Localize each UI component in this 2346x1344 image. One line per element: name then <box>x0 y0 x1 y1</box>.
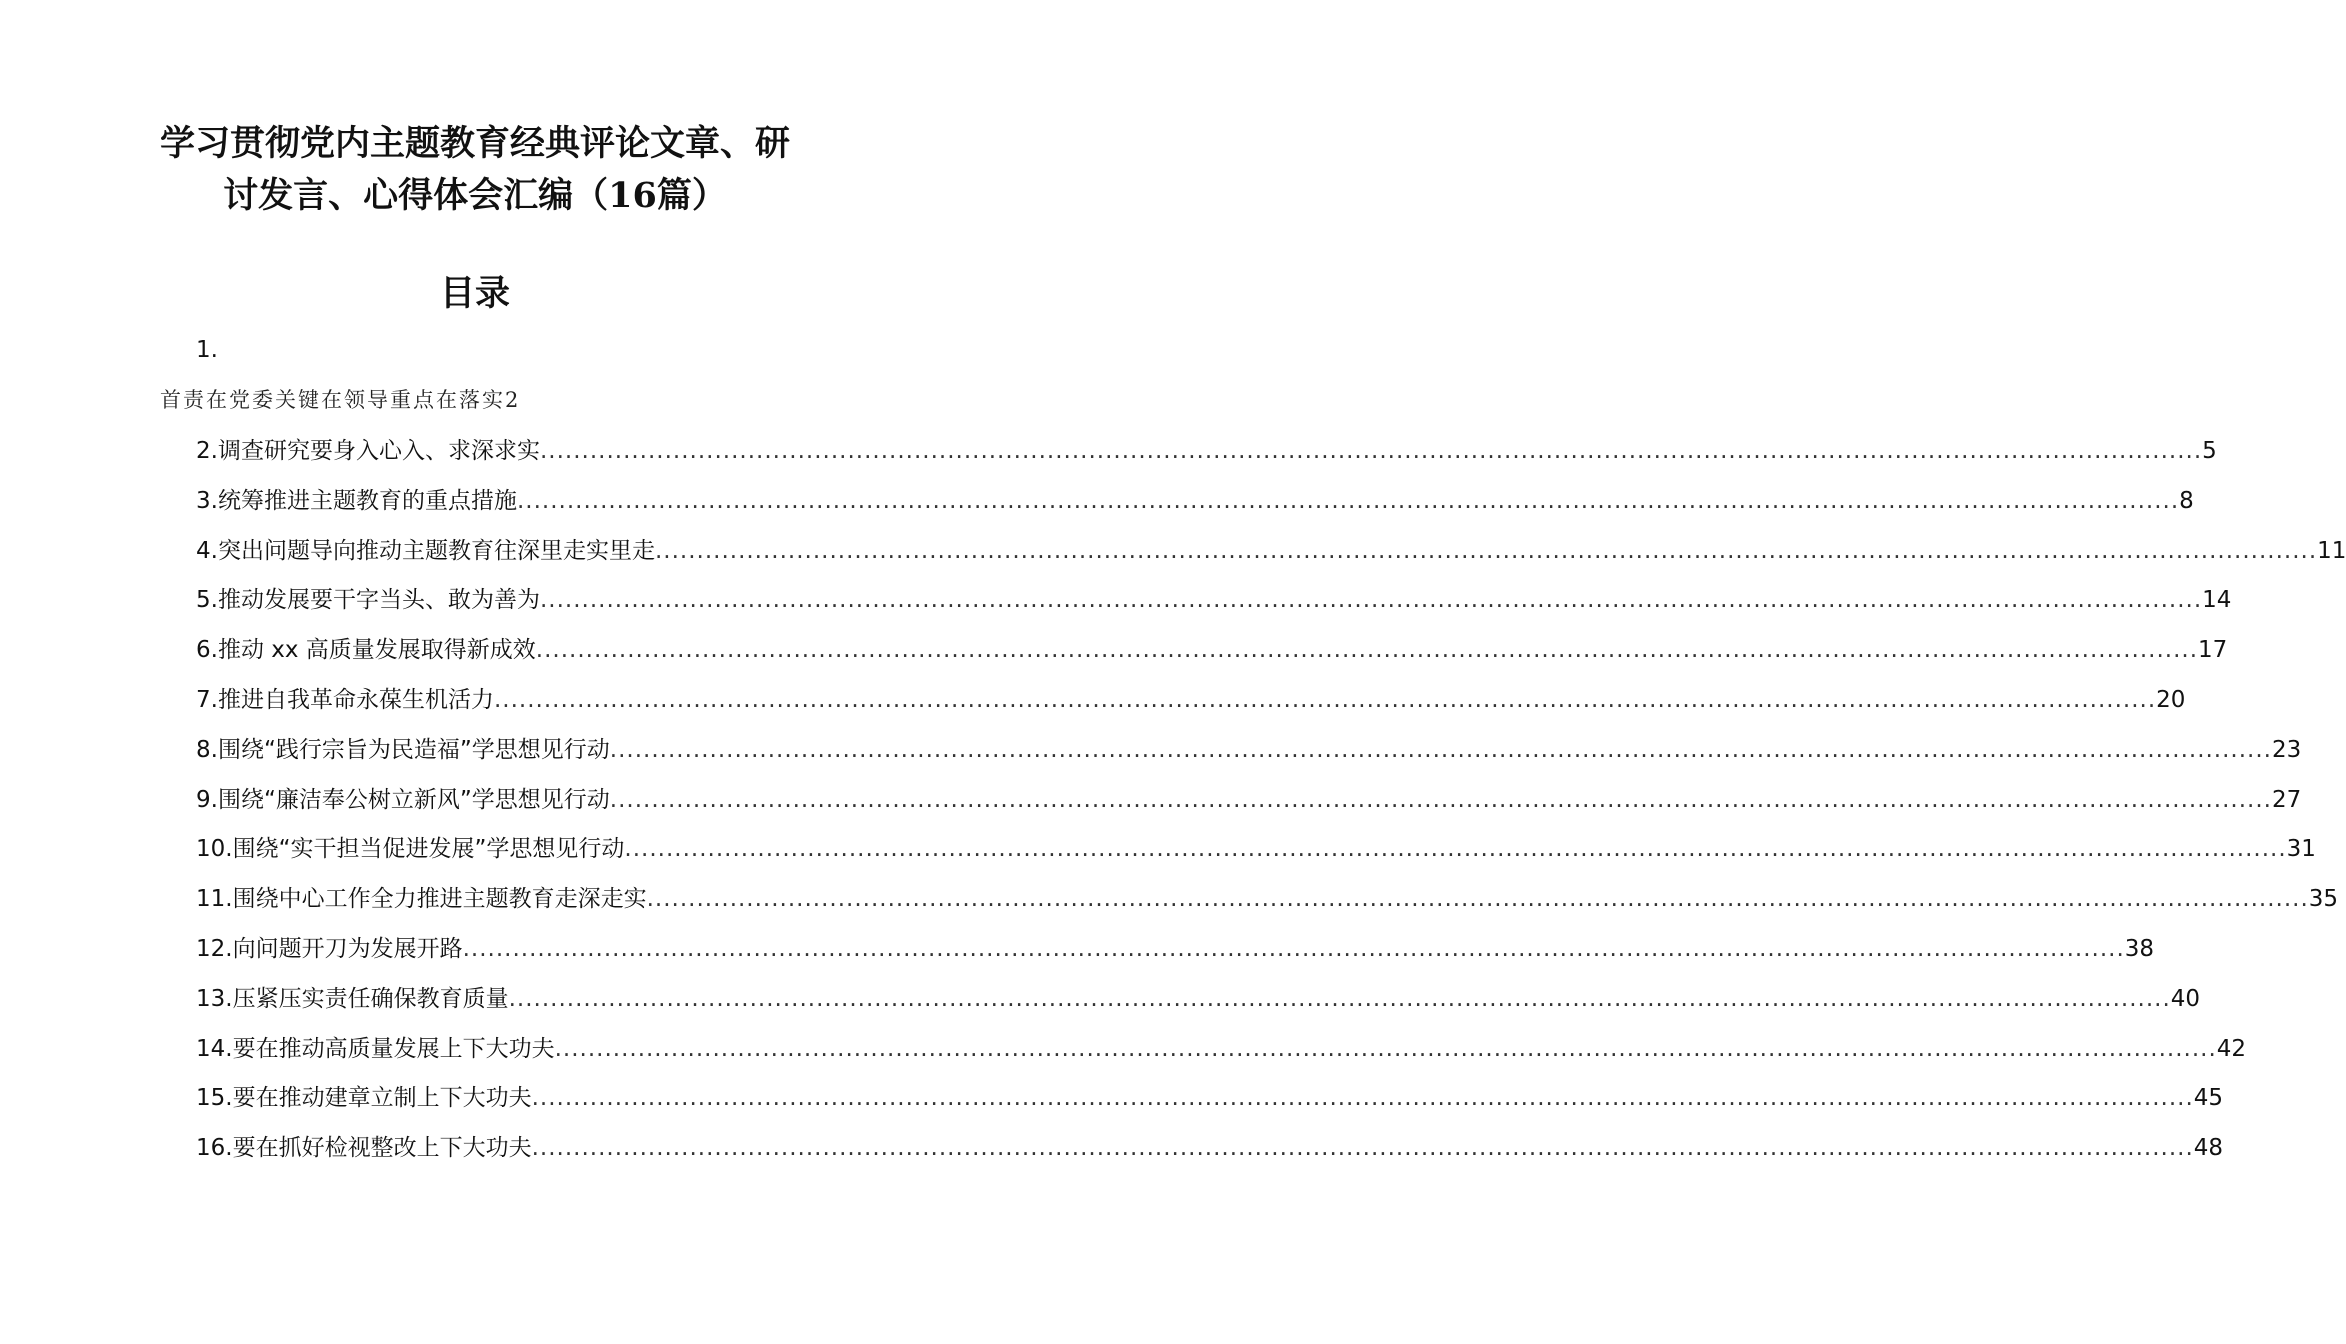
toc-item-page: 42 <box>2216 1035 2247 1062</box>
toc-item[interactable] <box>196 681 2186 731</box>
toc-item-page: 11 <box>2317 537 2346 564</box>
toc-item[interactable] <box>196 880 2339 930</box>
toc-item-page: 14 <box>2202 587 2232 614</box>
toc-leader-dots: ........................................................................................................................................................................................................ <box>516 487 2180 514</box>
toc-item[interactable] <box>196 1079 2224 1129</box>
toc-leader-dots: ........................................................................................................................................................................................................ <box>539 438 2203 464</box>
toc-item[interactable] <box>196 731 2302 781</box>
toc-item-title: 9.围绕“廉洁奉公树立新风”学思想见行动 <box>196 786 610 813</box>
toc-item-title: 2.调查研究要身入心入、求深求实 <box>196 438 540 464</box>
toc-item-page: 5 <box>2202 438 2217 464</box>
toc-item-title: 16.要在抓好检视整改上下大功夫 <box>196 1135 532 1162</box>
toc-item-title: 12.向问题开刀为发展开路 <box>196 935 463 962</box>
toc-item[interactable] <box>196 631 2228 681</box>
toc-leader-dots: ........................................................................................................................................................................................................ <box>609 736 2272 763</box>
toc-item-page: 23 <box>2272 736 2302 763</box>
toc-leader-dots: ........................................................................................................................................................................................................ <box>624 836 2287 863</box>
toc-item-1-number[interactable]: 1. <box>196 337 218 363</box>
toc-item[interactable] <box>196 781 2302 831</box>
toc-item-page: 27 <box>2272 786 2302 813</box>
toc-leader-dots: ........................................................................................................................................................................................................ <box>462 935 2125 962</box>
toc-item[interactable] <box>196 581 2232 631</box>
toc-item-title: 15.要在推动建章立制上下大功夫 <box>196 1085 532 1112</box>
toc-item[interactable] <box>196 980 2201 1030</box>
toc-item-title: 11.围绕中心工作全力推进主题教育走深走实 <box>196 886 647 913</box>
toc-item-page: 35 <box>2308 886 2339 913</box>
toc-leader-dots: ........................................................................................................................................................................................................ <box>609 786 2272 813</box>
toc-item-page: 8 <box>2179 487 2194 514</box>
toc-item-page: 40 <box>2170 985 2201 1012</box>
toc-item-page: 45 <box>2193 1085 2224 1112</box>
toc-leader-dots: ........................................................................................................................................................................................................ <box>646 886 2309 913</box>
toc-item[interactable] <box>196 1129 2224 1179</box>
toc-item[interactable] <box>196 930 2155 980</box>
toc-item-page: 48 <box>2193 1135 2224 1162</box>
toc-item-title: 6.推动 xx 高质量发展取得新成效 <box>196 637 536 664</box>
toc-leader-dots: ........................................................................................................................................................................................................ <box>554 1035 2217 1062</box>
toc-heading: 目录 <box>439 273 510 314</box>
toc-item-title: 13.压紧压实责任确保教育质量 <box>196 985 509 1012</box>
toc-item-title: 3.统筹推进主题教育的重点措施 <box>196 487 517 514</box>
toc-item[interactable] <box>196 830 2316 880</box>
toc-item[interactable] <box>196 432 2217 482</box>
toc-item-title: 8.围绕“践行宗旨为民造福”学思想见行动 <box>196 736 610 763</box>
toc-item-title: 14.要在推动高质量发展上下大功夫 <box>196 1035 555 1062</box>
toc-item-page: 31 <box>2286 836 2316 863</box>
toc-leader-dots: ........................................................................................................................................................................................................ <box>531 1085 2194 1112</box>
toc-item-page: 17 <box>2198 637 2228 664</box>
toc-leader-dots: ........................................................................................................................................................................................................ <box>535 637 2199 664</box>
toc-leader-dots: ........................................................................................................................................................................................................ <box>508 985 2171 1012</box>
toc-item-page: 20 <box>2156 686 2186 713</box>
toc-leader-dots: ........................................................................................................................................................................................................ <box>493 686 2157 713</box>
toc-item-page: 38 <box>2124 935 2155 962</box>
toc-item-title: 4.突出问题导向推动主题教育往深里走实里走 <box>196 537 655 564</box>
document-title: 学习贯彻党内主题教育经典评论文章、研讨发言、心得体会汇编（16篇） <box>159 123 790 216</box>
toc-leader-dots: ........................................................................................................................................................................................................ <box>654 537 2318 564</box>
toc-leader-dots: ........................................................................................................................................................................................................ <box>531 1135 2194 1162</box>
toc-item[interactable] <box>196 482 2194 532</box>
toc-item-title: 10.围绕“实干担当促进发展”学思想见行动 <box>196 836 625 863</box>
toc-item[interactable] <box>196 1030 2247 1080</box>
toc-item-1-title[interactable]: 首责在党委关键在领导重点在落实2 <box>160 388 521 412</box>
toc-item-title: 5.推动发展要干字当头、敢为善为 <box>196 587 540 614</box>
toc-item-title: 7.推进自我革命永葆生机活力 <box>196 686 494 713</box>
toc-leader-dots: ........................................................................................................................................................................................................ <box>539 587 2203 614</box>
toc-list <box>196 432 2346 1179</box>
toc-item[interactable] <box>196 532 2346 582</box>
